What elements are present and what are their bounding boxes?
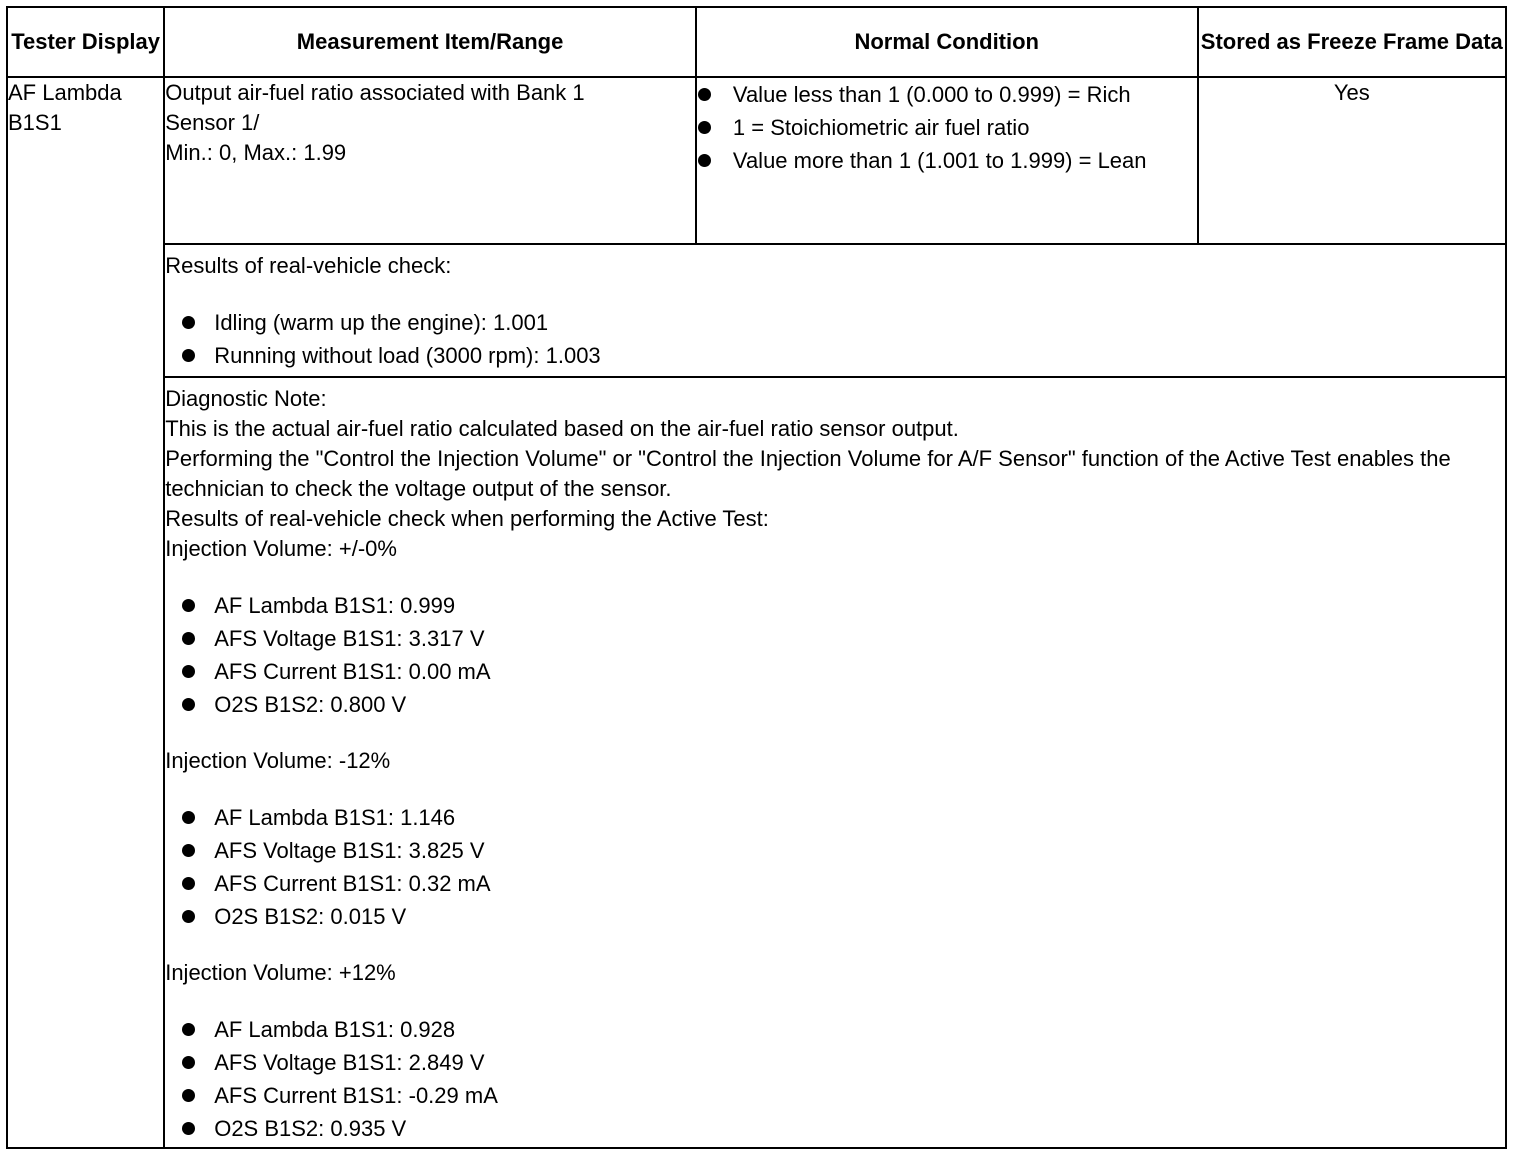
- real-vehicle-check-list: [178, 306, 1505, 372]
- list-item: O2S B1S2: 0.800 V: [178, 688, 1505, 721]
- list-item: AFS Voltage B1S1: 2.849 V: [178, 1046, 1505, 1079]
- normal-condition-cell: [696, 77, 1198, 244]
- list-item: Value more than 1 (1.001 to 1.999) = Lean: [697, 144, 1197, 177]
- header-freeze-frame: Stored as Freeze Frame Data: [1198, 7, 1506, 77]
- header-normal-condition: Normal Condition: [696, 7, 1198, 77]
- measurement-line: Sensor 1/: [165, 110, 260, 135]
- measurement-cell: [164, 77, 696, 244]
- tester-display-line: AF Lambda: [8, 80, 122, 105]
- diagnostic-note-line: This is the actual air-fuel ratio calculated based on the air-fuel ratio sensor output.: [165, 416, 959, 441]
- list-item: AF Lambda B1S1: 1.146: [178, 801, 1505, 834]
- diagnostic-note-line: Diagnostic Note:: [165, 386, 327, 411]
- diagnostic-note-cell: [164, 377, 1506, 1148]
- list-item: AFS Voltage B1S1: 3.825 V: [178, 834, 1505, 867]
- measurement-line: Output air-fuel ratio associated with Bank 1: [165, 80, 585, 105]
- list-item: AF Lambda B1S1: 0.999: [178, 589, 1505, 622]
- injection-group-heading: Injection Volume: +/-0%: [165, 536, 397, 561]
- table-row: [7, 244, 1506, 377]
- header-measurement: Measurement Item/Range: [164, 7, 696, 77]
- injection-group-list: [178, 801, 1505, 933]
- table-row: [7, 77, 1506, 244]
- measurement-line: Min.: 0, Max.: 1.99: [165, 140, 347, 165]
- list-item: AFS Current B1S1: -0.29 mA: [178, 1079, 1505, 1112]
- list-item: AFS Current B1S1: 0.00 mA: [178, 655, 1505, 688]
- list-item: 1 = Stoichiometric air fuel ratio: [697, 111, 1197, 144]
- real-vehicle-check-cell: [164, 244, 1506, 377]
- list-item: Running without load (3000 rpm): 1.003: [178, 339, 1505, 372]
- injection-group-heading: Injection Volume: -12%: [165, 748, 391, 773]
- header-row: [7, 7, 1506, 77]
- tester-display-line: B1S1: [8, 110, 62, 135]
- header-tester-display: Tester Display: [7, 7, 164, 77]
- list-item: AFS Voltage B1S1: 3.317 V: [178, 622, 1505, 655]
- injection-group-list: [178, 1013, 1505, 1145]
- list-item: AFS Current B1S1: 0.32 mA: [178, 867, 1505, 900]
- spec-table: [6, 6, 1507, 1149]
- injection-group-heading: Injection Volume: +12%: [165, 960, 396, 985]
- list-item: Value less than 1 (0.000 to 0.999) = Rich: [697, 78, 1197, 111]
- tester-display-cell: [7, 77, 164, 1148]
- diagnostic-note-line: Results of real-vehicle check when performing the Active Test:: [165, 506, 769, 531]
- freeze-frame-cell: Yes: [1198, 77, 1506, 244]
- diagnostic-note-line: Performing the "Control the Injection Volume" or "Control the Injection Volume for A/F Sensor" function of the Active Test enables the technician to check the voltage output of the sensor.: [165, 446, 1451, 501]
- injection-group-list: [178, 589, 1505, 721]
- list-item: O2S B1S2: 0.015 V: [178, 900, 1505, 933]
- real-vehicle-check-heading: Results of real-vehicle check:: [165, 253, 452, 278]
- list-item: O2S B1S2: 0.935 V: [178, 1112, 1505, 1145]
- table-row: [7, 377, 1506, 1148]
- list-item: AF Lambda B1S1: 0.928: [178, 1013, 1505, 1046]
- list-item: Idling (warm up the engine): 1.001: [178, 306, 1505, 339]
- normal-condition-list: [697, 78, 1197, 177]
